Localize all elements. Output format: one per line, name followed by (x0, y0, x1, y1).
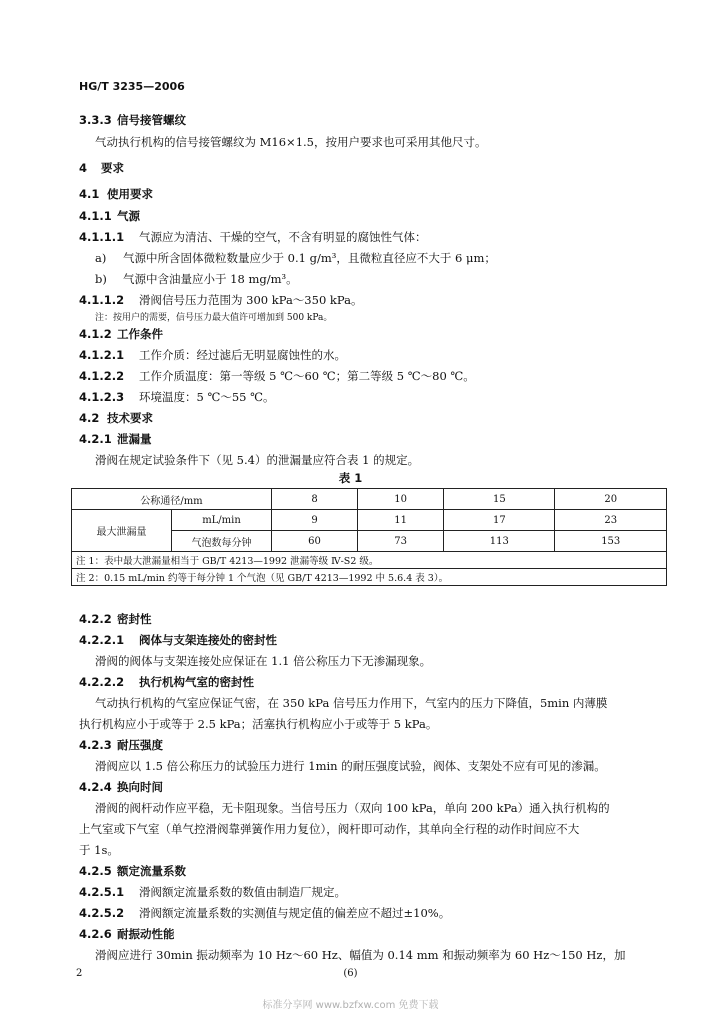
table-note-row (72, 552, 667, 569)
para-4-1-1-2: 4.1.1.2 滑阀信号压力范围为 300 kPa～350 kPa。 (79, 293, 363, 307)
heading-4-1-2: 4.1.2 工作条件 (79, 327, 163, 341)
heading-4-2-4: 4.2.4 换向时间 (79, 780, 163, 794)
page-center-number: (6) (343, 968, 358, 979)
page-number: 2 (76, 968, 83, 979)
heading-4-1-1: 4.1.1 气源 (79, 209, 140, 223)
table-cell: 60 (272, 531, 358, 552)
leakage-table (71, 488, 667, 586)
para-4-2-4-line1: 滑阀的阀杆动作应平稳，无卡阻现象。当信号压力（双向 100 kPa，单向 200 kPa）通入执行机构的 (95, 801, 610, 815)
document-code: HG/T 3235—2006 (79, 80, 185, 93)
para-4-1-1-1: 4.1.1.1 气源应为清洁、干燥的空气，不含有明显的腐蚀性气体： (79, 230, 427, 244)
table-title: 表 1 (338, 471, 363, 485)
heading-4-2-2-1: 4.2.2.1 阀体与支架连接处的密封性 (79, 633, 277, 647)
table-cell: 73 (358, 531, 444, 552)
para-4-2-5-1: 4.2.5.1 滑阀额定流量系数的数值由制造厂规定。 (79, 885, 346, 899)
table-cell: 23 (555, 510, 667, 531)
para-3-3-3: 气动执行机构的信号接管螺纹为 M16×1.5，按用户要求也可采用其他尺寸。 (95, 135, 487, 149)
table-cell: 153 (555, 531, 667, 552)
heading-4-2-6: 4.2.6 耐振动性能 (79, 927, 175, 941)
para-4-1-2-3: 4.1.2.3 环境温度：5 ℃～55 ℃。 (79, 390, 275, 404)
heading-4: 4 要求 (79, 161, 124, 175)
table-cell: 20 (555, 489, 667, 510)
table-note-row (72, 569, 667, 586)
heading-3-3-3: 3.3.3 信号接管螺纹 (79, 113, 186, 127)
heading-4-2-3: 4.2.3 耐压强度 (79, 738, 163, 752)
para-4-2-3: 滑阀应以 1.5 倍公称压力的试验压力进行 1min 的耐压强度试验，阀体、支架处不应有可见的渗漏。 (95, 759, 606, 773)
list-item-a: a) 气源中所含固体微粒数量应少于 0.1 g/m³，且微粒直径应不大于 6 μm； (95, 251, 496, 265)
para-4-2-6: 滑阀应进行 30min 振动频率为 10 Hz～60 Hz、幅值为 0.14 mm 和振动频率为 60 Hz～150 Hz，加 (95, 948, 626, 962)
table-note-1: 注 1：表中最大泄漏量相当于 GB/T 4213—1992 泄漏等级 Ⅳ-S2 级。 (72, 552, 667, 569)
para-4-2-4-line2: 上气室或下气室（单气控滑阀靠弹簧作用力复位），阀杆即可动作，其单向全行程的动作时间应不大 (79, 822, 580, 836)
table-cell: 11 (358, 510, 444, 531)
table-note-2: 注 2：0.15 mL/min 约等于每分钟 1 个气泡（见 GB/T 4213—1992 中 5.6.4 表 3）。 (72, 569, 667, 586)
table-cell: 15 (444, 489, 555, 510)
table-cell: 10 (358, 489, 444, 510)
table-cell: 9 (272, 510, 358, 531)
header-nominal-diameter: 公称通径/mm (72, 489, 272, 510)
para-4-2-1: 滑阀在规定试验条件下（见 5.4）的泄漏量应符合表 1 的规定。 (95, 453, 420, 467)
heading-4-2-2: 4.2.2 密封性 (79, 612, 152, 626)
watermark: 标准分享网 www.bzfxw.com 免费下载 (262, 1000, 439, 1011)
note-4-1-1-2: 注：按用户的需要，信号压力最大值许可增加到 500 kPa。 (95, 313, 333, 323)
max-leakage-label: 最大泄漏量 (72, 510, 172, 552)
table-header-row (72, 489, 667, 510)
table-cell: 17 (444, 510, 555, 531)
list-item-b: b) 气源中含油量应小于 18 mg/m³。 (95, 272, 298, 286)
unit-ml-min: mL/min (172, 510, 272, 531)
para-4-2-5-2: 4.2.5.2 滑阀额定流量系数的实测值与规定值的偏差应不超过±10%。 (79, 906, 451, 920)
unit-bubbles: 气泡数每分钟 (172, 531, 272, 552)
heading-4-2: 4.2 技术要求 (79, 411, 153, 425)
para-4-2-2-2-line1: 气动执行机构的气室应保证气密，在 350 kPa 信号压力作用下，气室内的压力下降值，5min 内薄膜 (95, 696, 608, 710)
heading-4-2-2-2: 4.2.2.2 执行机构气室的密封性 (79, 675, 254, 689)
table-cell: 113 (444, 531, 555, 552)
heading-4-2-5: 4.2.5 额定流量系数 (79, 864, 186, 878)
para-4-2-2-2-line2: 执行机构应小于或等于 2.5 kPa；活塞执行机构应小于或等于 5 kPa。 (79, 717, 438, 731)
heading-4-2-1: 4.2.1 泄漏量 (79, 432, 152, 446)
para-4-2-4-line3: 于 1s。 (79, 843, 119, 857)
table-cell: 8 (272, 489, 358, 510)
para-4-2-2-1: 滑阀的阀体与支架连接处应保证在 1.1 倍公称压力下无渗漏现象。 (95, 654, 432, 668)
para-4-1-2-2: 4.1.2.2 工作介质温度：第一等级 5 ℃～60 ℃；第二等级 5 ℃～80 ℃。 (79, 369, 475, 383)
table-row (72, 510, 667, 531)
heading-4-1: 4.1 使用要求 (79, 187, 153, 201)
para-4-1-2-1: 4.1.2.1 工作介质：经过滤后无明显腐蚀性的水。 (79, 348, 346, 362)
